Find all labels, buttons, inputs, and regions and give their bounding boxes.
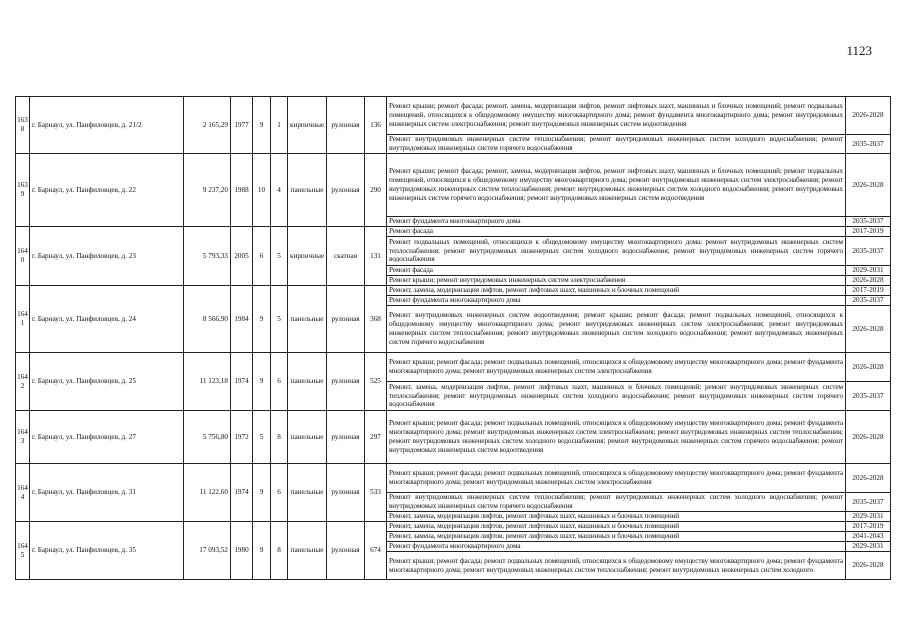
repair-works: Ремонт, замена, модернизация лифтов, ремонт лифтовых шахт, машинных и блочных помещений bbox=[387, 512, 846, 522]
building-number: 163 8 bbox=[16, 97, 30, 154]
repair-period: 2026-2028 bbox=[846, 353, 891, 382]
build-year: 1984 bbox=[231, 286, 253, 353]
repair-period: 2026-2028 bbox=[846, 276, 891, 286]
building-area: 2 165,29 bbox=[184, 97, 231, 154]
wall-material: панельные bbox=[288, 286, 327, 353]
repair-period: 2035-2037 bbox=[846, 135, 891, 154]
floor-count: 9 bbox=[253, 522, 271, 580]
resident-count: 297 bbox=[365, 411, 387, 464]
resident-count: 674 bbox=[365, 522, 387, 580]
roof-type: рулонная bbox=[327, 411, 365, 464]
page-number: 1123 bbox=[846, 43, 872, 58]
build-year: 1977 bbox=[231, 97, 253, 154]
entrance-count: 5 bbox=[271, 286, 288, 353]
table-row bbox=[16, 353, 891, 382]
building-area: 5 756,80 bbox=[184, 411, 231, 464]
build-year: 1974 bbox=[231, 353, 253, 411]
roof-type: скатная bbox=[327, 227, 365, 286]
repair-works: Ремонт, замена, модернизация лифтов, ремонт лифтовых шахт, машинных и блочных помещений bbox=[387, 522, 846, 532]
repair-schedule-table bbox=[15, 96, 891, 580]
resident-count: 290 bbox=[365, 154, 387, 227]
entrance-count: 8 bbox=[271, 522, 288, 580]
resident-count: 525 bbox=[365, 353, 387, 411]
repair-period: 2017-2019 bbox=[846, 286, 891, 296]
roof-type: рулонная bbox=[327, 522, 365, 580]
repair-works: Ремонт, замена, модернизация лифтов, ремонт лифтовых шахт, машинных и блочных помещений bbox=[387, 532, 846, 542]
repair-period: 2029-2031 bbox=[846, 542, 891, 552]
floor-count: 10 bbox=[253, 154, 271, 227]
wall-material: панельные bbox=[288, 464, 327, 522]
building-number: 164 0 bbox=[16, 227, 30, 286]
repair-period: 2026-2028 bbox=[846, 97, 891, 135]
resident-count: 131 bbox=[365, 227, 387, 286]
repair-period: 2029-2031 bbox=[846, 266, 891, 276]
repair-works: Ремонт, замена, модернизация лифтов, ремонт лифтовых шахт, машинных и блочных помещений bbox=[387, 286, 846, 296]
floor-count: 9 bbox=[253, 353, 271, 411]
roof-type: рулонная bbox=[327, 154, 365, 227]
resident-count: 136 bbox=[365, 97, 387, 154]
repair-period: 2035-2037 bbox=[846, 493, 891, 512]
roof-type: рулонная bbox=[327, 286, 365, 353]
resident-count: 368 bbox=[365, 286, 387, 353]
building-number: 164 2 bbox=[16, 353, 30, 411]
building-number: 163 9 bbox=[16, 154, 30, 227]
floor-count: 6 bbox=[253, 227, 271, 286]
repair-works: Ремонт внутридомовых инженерных систем теплоснабжения; ремонт внутридомовых инженерных систем холодного водоснабжения; ремонт внутридомовых инженерных систем горячего водоснабжения bbox=[387, 493, 846, 512]
building-area: 5 793,33 bbox=[184, 227, 231, 286]
table-row bbox=[16, 154, 891, 217]
repair-period: 2035-2037 bbox=[846, 217, 891, 227]
repair-works: Ремонт внутридомовых инженерных систем водоотведения; ремонт крыши; ремонт фасада; ремонт подвальных помещений, относящихся к общедомовому имуществу многоквартирного дома; ремонт внутридомовых инженерных систем электроснабжения; ремонт внутридомовых инженерных систем теплоснабжения; ремонт внутридомовых инженерных систем холодного водоснабжения; ремонт внутридомовых инженерных систем горячего водоснабжения bbox=[387, 306, 846, 353]
building-address: г. Барнаул, ул. Панфиловцев, д. 24 bbox=[30, 286, 184, 353]
repair-works: Ремонт крыши; ремонт фасада; ремонт подвальных помещений, относящихся к общедомовому имуществу многоквартирного дома; ремонт фундамента многоквартирного дома; ремонт внутридомовых инженерных систем электроснабжения bbox=[387, 464, 846, 493]
building-number: 164 5 bbox=[16, 522, 30, 580]
repair-period: 2035-2037 bbox=[846, 382, 891, 411]
repair-period: 2026-2028 bbox=[846, 154, 891, 217]
table-body bbox=[16, 97, 891, 580]
repair-period: 2035-2037 bbox=[846, 237, 891, 266]
table-row bbox=[16, 411, 891, 464]
build-year: 1988 bbox=[231, 154, 253, 227]
floor-count: 9 bbox=[253, 286, 271, 353]
entrance-count: 6 bbox=[271, 353, 288, 411]
wall-material: кирпичные bbox=[288, 97, 327, 154]
repair-period: 2026-2028 bbox=[846, 552, 891, 580]
repair-period: 2035-2037 bbox=[846, 296, 891, 306]
building-address: г. Барнаул, ул. Панфиловцев, д. 35 bbox=[30, 522, 184, 580]
repair-works: Ремонт крыши; ремонт внутридомовых инженерных систем электроснабжения bbox=[387, 276, 846, 286]
build-year: 2005 bbox=[231, 227, 253, 286]
repair-works: Ремонт фундамента многоквартирного дома bbox=[387, 542, 846, 552]
repair-period: 2041-2043 bbox=[846, 532, 891, 542]
entrance-count: 6 bbox=[271, 464, 288, 522]
wall-material: панельные bbox=[288, 522, 327, 580]
building-area: 8 566,90 bbox=[184, 286, 231, 353]
building-address: г. Барнаул, ул. Панфиловцев, д. 21/2 bbox=[30, 97, 184, 154]
repair-period: 2026-2028 bbox=[846, 306, 891, 353]
entrance-count: 5 bbox=[271, 227, 288, 286]
entrance-count: 8 bbox=[271, 411, 288, 464]
building-address: г. Барнаул, ул. Панфиловцев, д. 27 bbox=[30, 411, 184, 464]
repair-works: Ремонт крыши; ремонт фасада; ремонт подвальных помещений, относящихся к общедомовому имуществу многоквартирного дома; ремонт фундамента многоквартирного дома; ремонт внутридомовых инженерных систем электроснабжения; ремонт внутридомовых инженерных систем теплоснабжения; ремонт внутридомовых инженерных систем холодного водоснабжения; ремонт внутридомовых инженерных систем горячего водоснабжения; ремонт внутридомовых инженерных систем водоотведения bbox=[387, 411, 846, 464]
building-address: г. Барнаул, ул. Панфиловцев, д. 25 bbox=[30, 353, 184, 411]
repair-works: Ремонт крыши; ремонт фасада; ремонт, замена, модернизация лифтов, ремонт лифтовых шахт, машинных и блочных помещений; ремонт подвальных помещений, относящихся к общедомовому имуществу многоквартирного дома; ремонт внутридомовых инженерных систем электроснабжения; ремонт внутридомовых инженерных систем теплоснабжения; ремонт внутридомовых инженерных систем холодного водоснабжения; ремонт внутридомовых инженерных систем горячего водоснабжения; ремонт внутридомовых инженерных систем водоотведения bbox=[387, 154, 846, 217]
entrance-count: 1 bbox=[271, 97, 288, 154]
building-area: 17 093,52 bbox=[184, 522, 231, 580]
building-number: 164 3 bbox=[16, 411, 30, 464]
building-area: 11 122,60 bbox=[184, 464, 231, 522]
resident-count: 533 bbox=[365, 464, 387, 522]
table-row bbox=[16, 464, 891, 493]
floor-count: 9 bbox=[253, 97, 271, 154]
repair-period: 2017-2019 bbox=[846, 227, 891, 237]
table-row bbox=[16, 286, 891, 296]
repair-works: Ремонт крыши; ремонт фасада; ремонт подвальных помещений, относящихся к общедомовому имуществу многоквартирного дома; ремонт фундамента многоквартирного дома; ремонт внутридомовых инженерных систем теплоснабжения; ремонт внутридомовых инженерных систем холодного bbox=[387, 552, 846, 580]
repair-works: Ремонт фундамента многоквартирного дома bbox=[387, 217, 846, 227]
building-area: 9 237,20 bbox=[184, 154, 231, 227]
wall-material: панельные bbox=[288, 353, 327, 411]
build-year: 1972 bbox=[231, 411, 253, 464]
building-address: г. Барнаул, ул. Панфиловцев, д. 31 bbox=[30, 464, 184, 522]
table-row bbox=[16, 227, 891, 237]
repair-works: Ремонт, замена, модернизация лифтов, ремонт лифтовых шахт, машинных и блочных помещений; ремонт внутридомовых инженерных систем теплоснабжения; ремонт внутридомовых инженерных систем холодного водоснабжения; ремонт внутридомовых инженерных систем горячего водоснабжения bbox=[387, 382, 846, 411]
repair-works: Ремонт внутридомовых инженерных систем теплоснабжения; ремонт внутридомовых инженерных систем холодного водоснабжения; ремонт внутридомовых инженерных систем горячего водоснабжения bbox=[387, 135, 846, 154]
wall-material: панельные bbox=[288, 411, 327, 464]
building-number: 164 4 bbox=[16, 464, 30, 522]
repair-works: Ремонт подвальных помещений, относящихся к общедомовому имуществу многоквартирного дома; ремонт внутридомовых инженерных систем теплоснабжения; ремонт внутридомовых инженерных систем холодного водоснабжения; ремонт внутридомовых инженерных систем горячего водоснабжения bbox=[387, 237, 846, 266]
building-area: 11 123,18 bbox=[184, 353, 231, 411]
build-year: 1974 bbox=[231, 464, 253, 522]
building-address: г. Барнаул, ул. Панфиловцев, д. 23 bbox=[30, 227, 184, 286]
table-row bbox=[16, 97, 891, 135]
repair-period: 2017-2019 bbox=[846, 522, 891, 532]
floor-count: 9 bbox=[253, 464, 271, 522]
repair-works: Ремонт крыши; ремонт фасада; ремонт, замена, модернизация лифтов, ремонт лифтовых шахт, машинных и блочных помещений; ремонт подвальных помещений, относящихся к общедомовому имуществу многоквартирного дома; ремонт фундамента многоквартирного дома; ремонт внутридомовых инженерных систем электроснабжения; ремонт внутридомовых инженерных систем водоотведения bbox=[387, 97, 846, 135]
table-row bbox=[16, 522, 891, 532]
roof-type: рулонная bbox=[327, 464, 365, 522]
repair-period: 2026-2028 bbox=[846, 464, 891, 493]
building-number: 164 1 bbox=[16, 286, 30, 353]
entrance-count: 4 bbox=[271, 154, 288, 227]
repair-works: Ремонт фасада bbox=[387, 227, 846, 237]
repair-works: Ремонт крыши; ремонт фасада; ремонт подвальных помещений, относящихся к общедомовому имуществу многоквартирного дома; ремонт фундамента многоквартирного дома; ремонт внутридомовых инженерных систем электроснабжения bbox=[387, 353, 846, 382]
repair-works: Ремонт фундамента многоквартирного дома bbox=[387, 296, 846, 306]
building-address: г. Барнаул, ул. Панфиловцев, д. 22 bbox=[30, 154, 184, 227]
wall-material: панельные bbox=[288, 154, 327, 227]
repair-period: 2026-2028 bbox=[846, 411, 891, 464]
roof-type: рулонная bbox=[327, 353, 365, 411]
wall-material: кирпичные bbox=[288, 227, 327, 286]
repair-period: 2029-2031 bbox=[846, 512, 891, 522]
roof-type: рулонная bbox=[327, 97, 365, 154]
build-year: 1980 bbox=[231, 522, 253, 580]
floor-count: 5 bbox=[253, 411, 271, 464]
repair-works: Ремонт фасада bbox=[387, 266, 846, 276]
